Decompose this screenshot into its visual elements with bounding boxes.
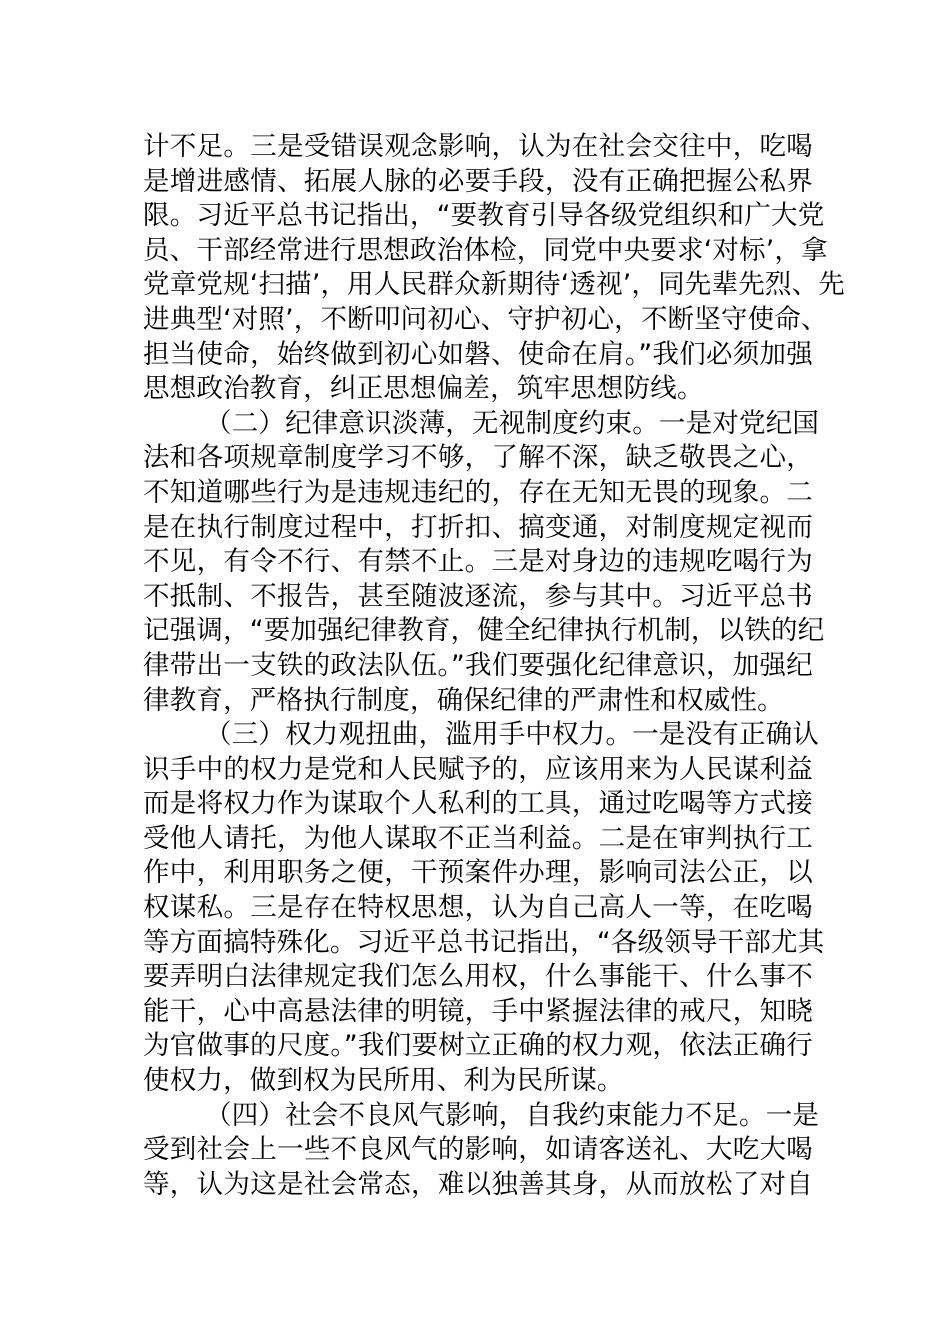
text-line: 是增进感情、拓展人脉的必要手段，没有正确把握公私界 bbox=[143, 165, 813, 197]
section-heading-line: （二）纪律意识淡薄，无视制度约束。一是对党纪国 bbox=[205, 407, 820, 439]
text-line: 进典型‘对照’，不断叩问初心、守护初心，不断坚守使命、 bbox=[143, 303, 828, 335]
text-line: 不见，有令不行、有禁不止。三是对身边的违规吃喝行为 bbox=[143, 546, 813, 578]
text-line: 作中，利用职务之便，干预案件办理，影响司法公正，以 bbox=[143, 857, 813, 889]
body-text bbox=[143, 130, 845, 1202]
text-line: 识手中的权力是党和人民赋予的，应该用来为人民谋利益 bbox=[143, 753, 813, 785]
text-line: 权谋私。三是存在特权思想，认为自己高人一等，在吃喝 bbox=[143, 892, 813, 924]
text-line: 限。习近平总书记指出，“要教育引导各级党组织和广大党 bbox=[143, 200, 825, 232]
text-line: 受他人请托，为他人谋取不正当利益。二是在审判执行工 bbox=[143, 822, 813, 854]
text-line: 担当使命，始终做到初心如磐、使命在肩。”我们必须加强 bbox=[143, 338, 813, 370]
text-line: 法和各项规章制度学习不够，了解不深，缺乏敬畏之心， bbox=[143, 442, 813, 474]
text-line: 党章党规‘扫描’，用人民群众新期待‘透视’，同先辈先烈、先 bbox=[143, 269, 845, 301]
text-line: 是在执行制度过程中，打折扣、搞变通，对制度规定视而 bbox=[143, 511, 813, 543]
section-heading-line: （四）社会不良风气影响，自我约束能力不足。一是 bbox=[205, 1099, 820, 1131]
text-line: 不知道哪些行为是违规违纪的，存在无知无畏的现象。二 bbox=[143, 476, 813, 508]
text-line: 思想政治教育，纠正思想偏差，筑牢思想防线。 bbox=[143, 373, 704, 405]
text-line: 受到社会上一些不良风气的影响，如请客送礼、大吃大喝 bbox=[143, 1134, 813, 1166]
text-line: 员、干部经常进行思想政治体检，同党中央要求‘对标’，拿 bbox=[143, 234, 828, 266]
text-line: 计不足。三是受错误观念影响，认为在社会交往中，吃喝 bbox=[143, 131, 813, 162]
text-line: 律教育，严格执行制度，确保纪律的严肃性和权威性。 bbox=[143, 684, 784, 716]
text-line: 记强调，“要加强纪律教育，健全纪律执行机制，以铁的纪 bbox=[143, 615, 825, 647]
text-line: 不抵制、不报告，甚至随波逐流，参与其中。习近平总书 bbox=[143, 580, 813, 612]
text-line: 律带出一支铁的政法队伍。”我们要强化纪律意识，加强纪 bbox=[143, 649, 813, 681]
text-line: 要弄明白法律规定我们怎么用权，什么事能干、什么事不 bbox=[143, 961, 813, 993]
text-line: 能干，心中高悬法律的明镜，手中紧握法律的戒尺，知晓 bbox=[143, 995, 813, 1027]
text-line: 为官做事的尺度。”我们要树立正确的权力观，依法正确行 bbox=[143, 1030, 813, 1062]
text-line: 等，认为这是社会常态，难以独善其身，从而放松了对自 bbox=[143, 1168, 813, 1200]
text-line: 而是将权力作为谋取个人私利的工具，通过吃喝等方式接 bbox=[143, 788, 813, 820]
section-heading-line: （三）权力观扭曲，滥用手中权力。一是没有正确认 bbox=[205, 719, 820, 751]
text-line: 使权力，做到权为民所用、利为民所谋。 bbox=[143, 1065, 624, 1097]
text-line: 等方面搞特殊化。习近平总书记指出，“各级领导干部尤其 bbox=[143, 926, 825, 958]
